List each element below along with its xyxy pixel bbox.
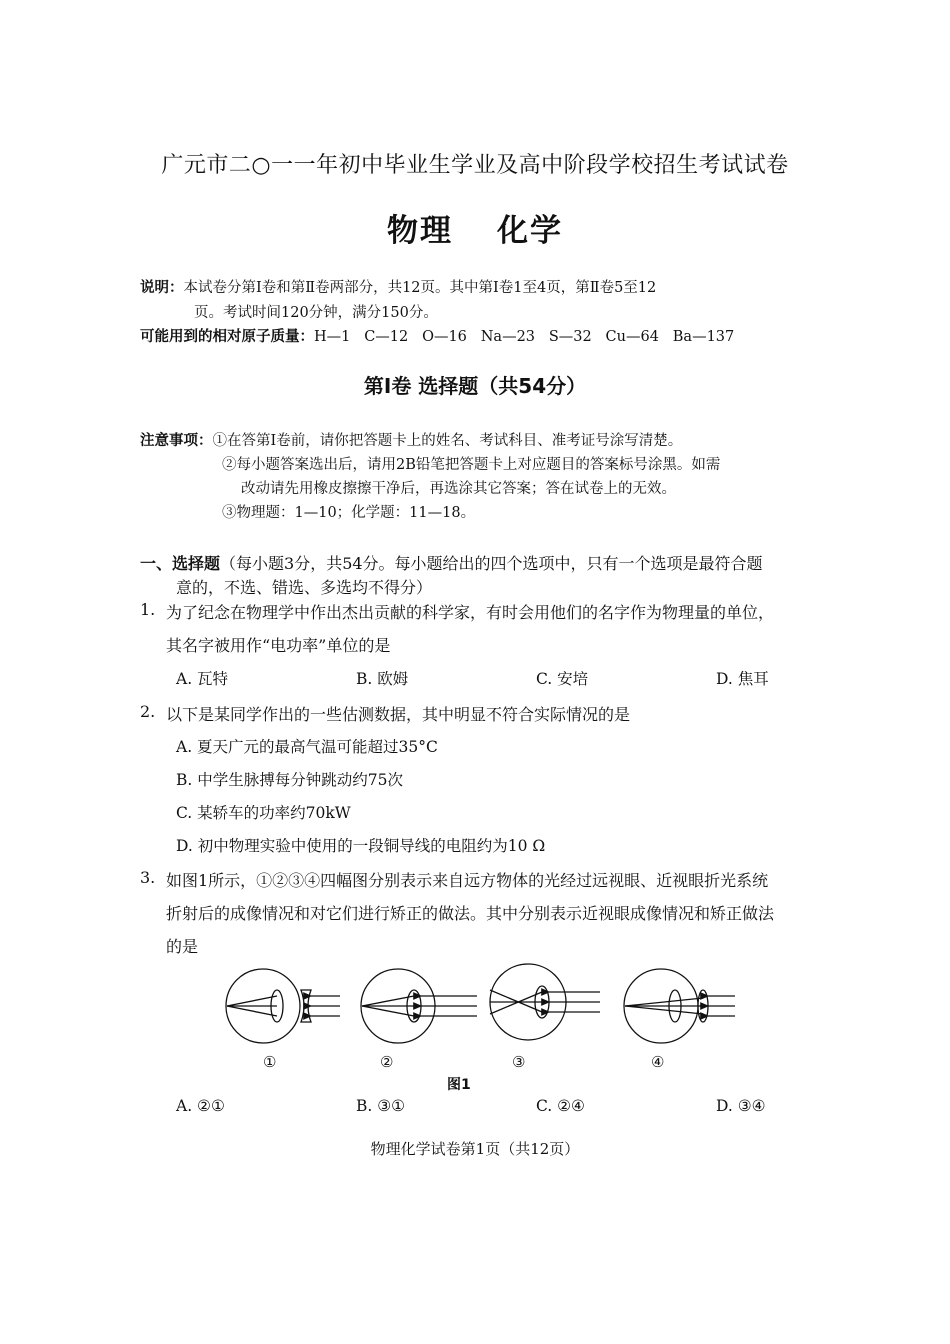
instructions-line1 [140,276,656,297]
q3-line1: 如图1所示，①②③④四幅图分别表示来自远方物体的光经过远视眼、近视眼折光系统 [166,871,769,890]
q1-line1: 为了纪念在物理学中作出杰出贡献的科学家，有时会用他们的名字作为物理量的单位， [166,603,775,622]
q3-option-a: A. ②① [176,1097,225,1115]
q1-option-c: C. 安培 [536,670,589,688]
notes-item3: ③物理题：1—10；化学题：11—18。 [222,505,476,521]
notes-item2a: ②每小题答案选出后，请用2B铅笔把答题卡上对应题目的答案标号涂黑。如需 [222,457,721,473]
q2-option-d: D. 初中物理实验中使用的一段铜导线的电阻约为10 Ω [176,837,546,855]
q2-option-c: C. 某轿车的功率约70kW [176,804,351,822]
eye-diagram-3 [490,964,600,1040]
q3-option-d: D. ③④ [716,1097,766,1115]
q1-option-b: B. 欧姆 [356,670,409,688]
eye-diagram-1 [226,969,340,1043]
q2-num: 2. [140,702,156,721]
notes-item1: ①在答第Ⅰ卷前，请你把答题卡上的姓名、考试科目、准考证号涂写清楚。 [212,433,683,449]
q1-num: 1. [140,600,156,619]
notes-line1 [140,429,682,450]
q2-line1: 以下是某同学作出的一些估测数据，其中明显不符合实际情况的是 [166,705,631,724]
figure-label-2: ② [380,1053,394,1071]
instructions-line2: 页。考试时间120分钟，满分150分。 [194,305,438,321]
instructions-label: 说明： [140,280,184,296]
q2-option-b: B. 中学生脉搏每分钟跳动约75次 [176,771,403,789]
atomic-mass-label: 可能用到的相对原子质量： [140,329,314,345]
figure-caption: 图1 [447,1077,471,1093]
instructions-text1: 本试卷分第Ⅰ卷和第Ⅱ卷两部分，共12页。其中第Ⅰ卷1至4页，第Ⅱ卷5至12 [183,280,657,296]
subject-chemistry: 化学 [497,213,563,249]
q3-option-c: C. ②④ [536,1097,585,1115]
section1-line1 [140,551,763,574]
eye-diagram-4 [624,969,735,1043]
notes-item2b: 改动请先用橡皮擦擦干净后，再选涂其它答案；答在试卷上的无效。 [241,481,676,497]
page-footer: 物理化学试卷第1页（共12页） [370,1140,580,1158]
exam-title: 广元市二○一一年初中毕业生学业及高中阶段学校招生考试试卷 [161,153,789,178]
q1-option-a: A. 瓦特 [176,670,229,688]
subject-title [0,205,950,250]
figure-label-4: ④ [651,1053,665,1071]
volume1-title: 第Ⅰ卷 选择题（共54分） [363,374,587,398]
q1-line2: 其名字被用作“电功率”单位的是 [166,636,391,655]
notes-label: 注意事项： [140,433,213,449]
figure-label-3: ③ [512,1053,526,1071]
q1-option-d: D. 焦耳 [716,670,769,688]
q3-line2: 折射后的成像情况和对它们进行矫正的做法。其中分别表示近视眼成像情况和矫正做法 [166,904,775,923]
figure-1-eye-diagrams [215,962,755,1052]
q3-line3: 的是 [166,937,199,956]
q2-option-a: A. 夏天广元的最高气温可能超过35°C [176,738,438,756]
atomic-mass-line [140,325,734,346]
atomic-mass-values: H—1 C—12 O—16 Na—23 S—32 Cu—64 Ba—137 [314,329,735,345]
q3-num: 3. [140,868,156,887]
eye-diagram-2 [361,969,477,1043]
section1-desc1: （每小题3分，共54分。每小题给出的四个选项中，只有一个选项是最符合题 [220,554,763,573]
subject-physics: 物理 [387,213,453,249]
q3-option-b: B. ③① [356,1097,406,1115]
section1-desc2: 意的，不选、错选、多选均不得分） [176,578,433,597]
figure-label-1: ① [263,1053,277,1071]
section1-heading: 一、选择题 [140,554,221,573]
